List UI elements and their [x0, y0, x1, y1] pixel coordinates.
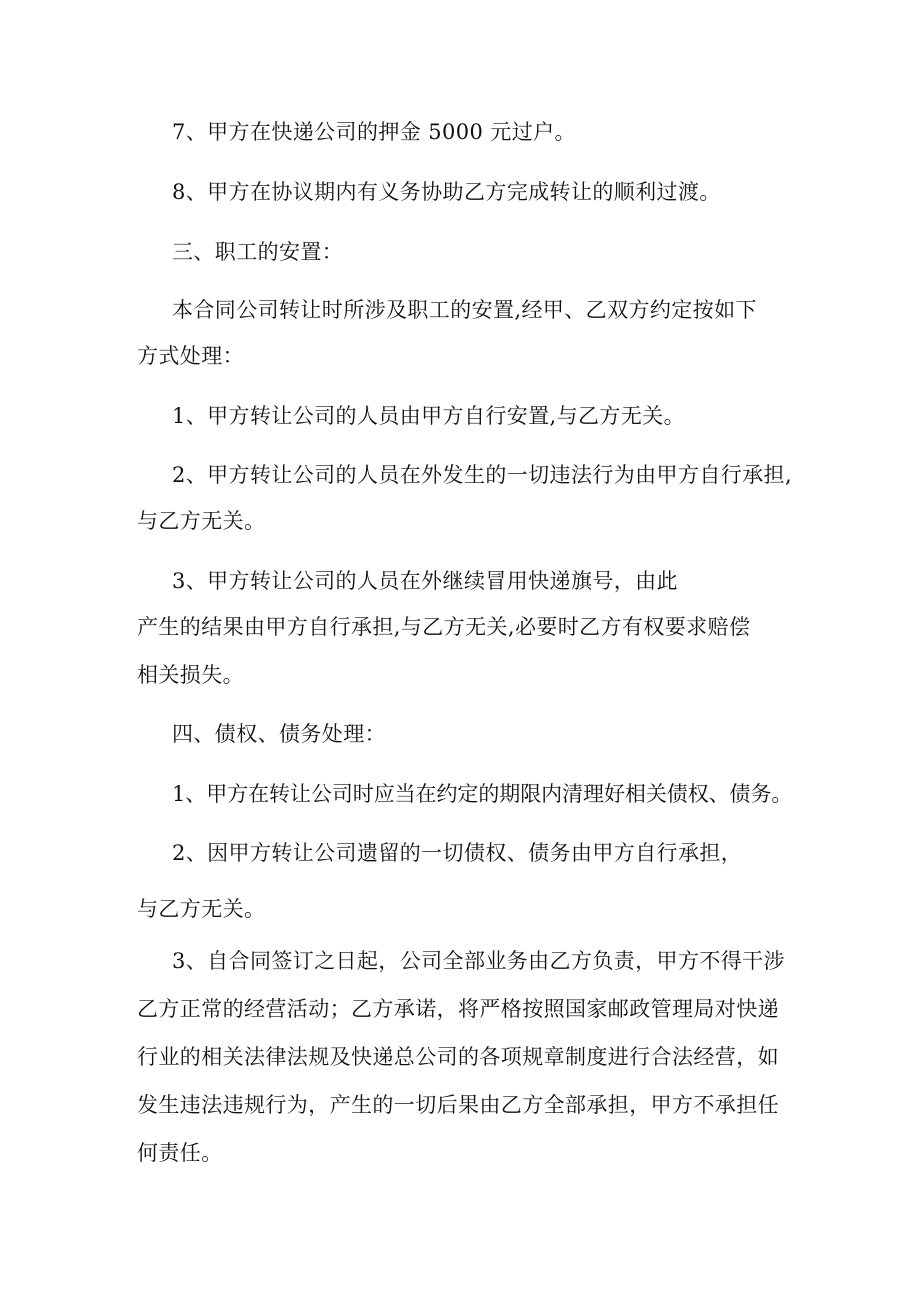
section-3-intro-line-2: 方式处理：: [137, 344, 244, 368]
section-4-item-3-line-3: 行业的相关法律法规及快递总公司的各项规章制度进行合法经营，如: [137, 1045, 779, 1069]
clause-7-deposit-transfer: 7、甲方在快递公司的押金 5000 元过户。: [172, 120, 576, 144]
section-4-item-3-line-2: 乙方正常的经营活动；乙方承诺，将严格按照国家邮政管理局对快递: [137, 997, 779, 1021]
section-4-item-3-line-5: 何责任。: [137, 1141, 223, 1165]
section-3-item-3-line-2: 产生的结果由甲方自行承担,与乙方无关,必要时乙方有权要求赔偿: [137, 615, 751, 639]
section-3-item-3-line-1: 3、甲方转让公司的人员在外继续冒用快递旗号，由此: [172, 569, 678, 593]
section-4-item-2-line-2: 与乙方无关。: [137, 897, 266, 921]
section-4-item-1: 1、甲方在转让公司时应当在约定的期限内清理好相关债权、债务。: [172, 782, 793, 806]
section-3-intro-line-1: 本合同公司转让时所涉及职工的安置,经甲、乙双方约定按如下: [172, 298, 757, 322]
section-4-item-2-line-1: 2、因甲方转让公司遗留的一切债权、债务由甲方自行承担，: [172, 841, 743, 865]
clause-8-transition-assistance: 8、甲方在协议期内有义务协助乙方完成转让的顺利过渡。: [172, 180, 721, 204]
section-4-heading: 四、债权、债务处理：: [172, 722, 386, 746]
section-4-item-3-line-1: 3、自合同签订之日起，公司全部业务由乙方负责，甲方不得干涉: [172, 949, 785, 973]
section-3-heading: 三、职工的安置：: [172, 240, 344, 264]
section-3-item-1: 1、甲方转让公司的人员由甲方自行安置,与乙方无关。: [172, 404, 686, 428]
section-3-item-2-line-1: 2、甲方转让公司的人员在外发生的一切违法行为由甲方自行承担,: [172, 463, 793, 487]
section-4-item-3-line-4: 发生违法违规行为，产生的一切后果由乙方全部承担，甲方不承担任: [137, 1093, 779, 1117]
section-3-item-2-line-2: 与乙方无关。: [137, 509, 266, 533]
section-3-item-3-line-3: 相关损失。: [137, 663, 244, 687]
